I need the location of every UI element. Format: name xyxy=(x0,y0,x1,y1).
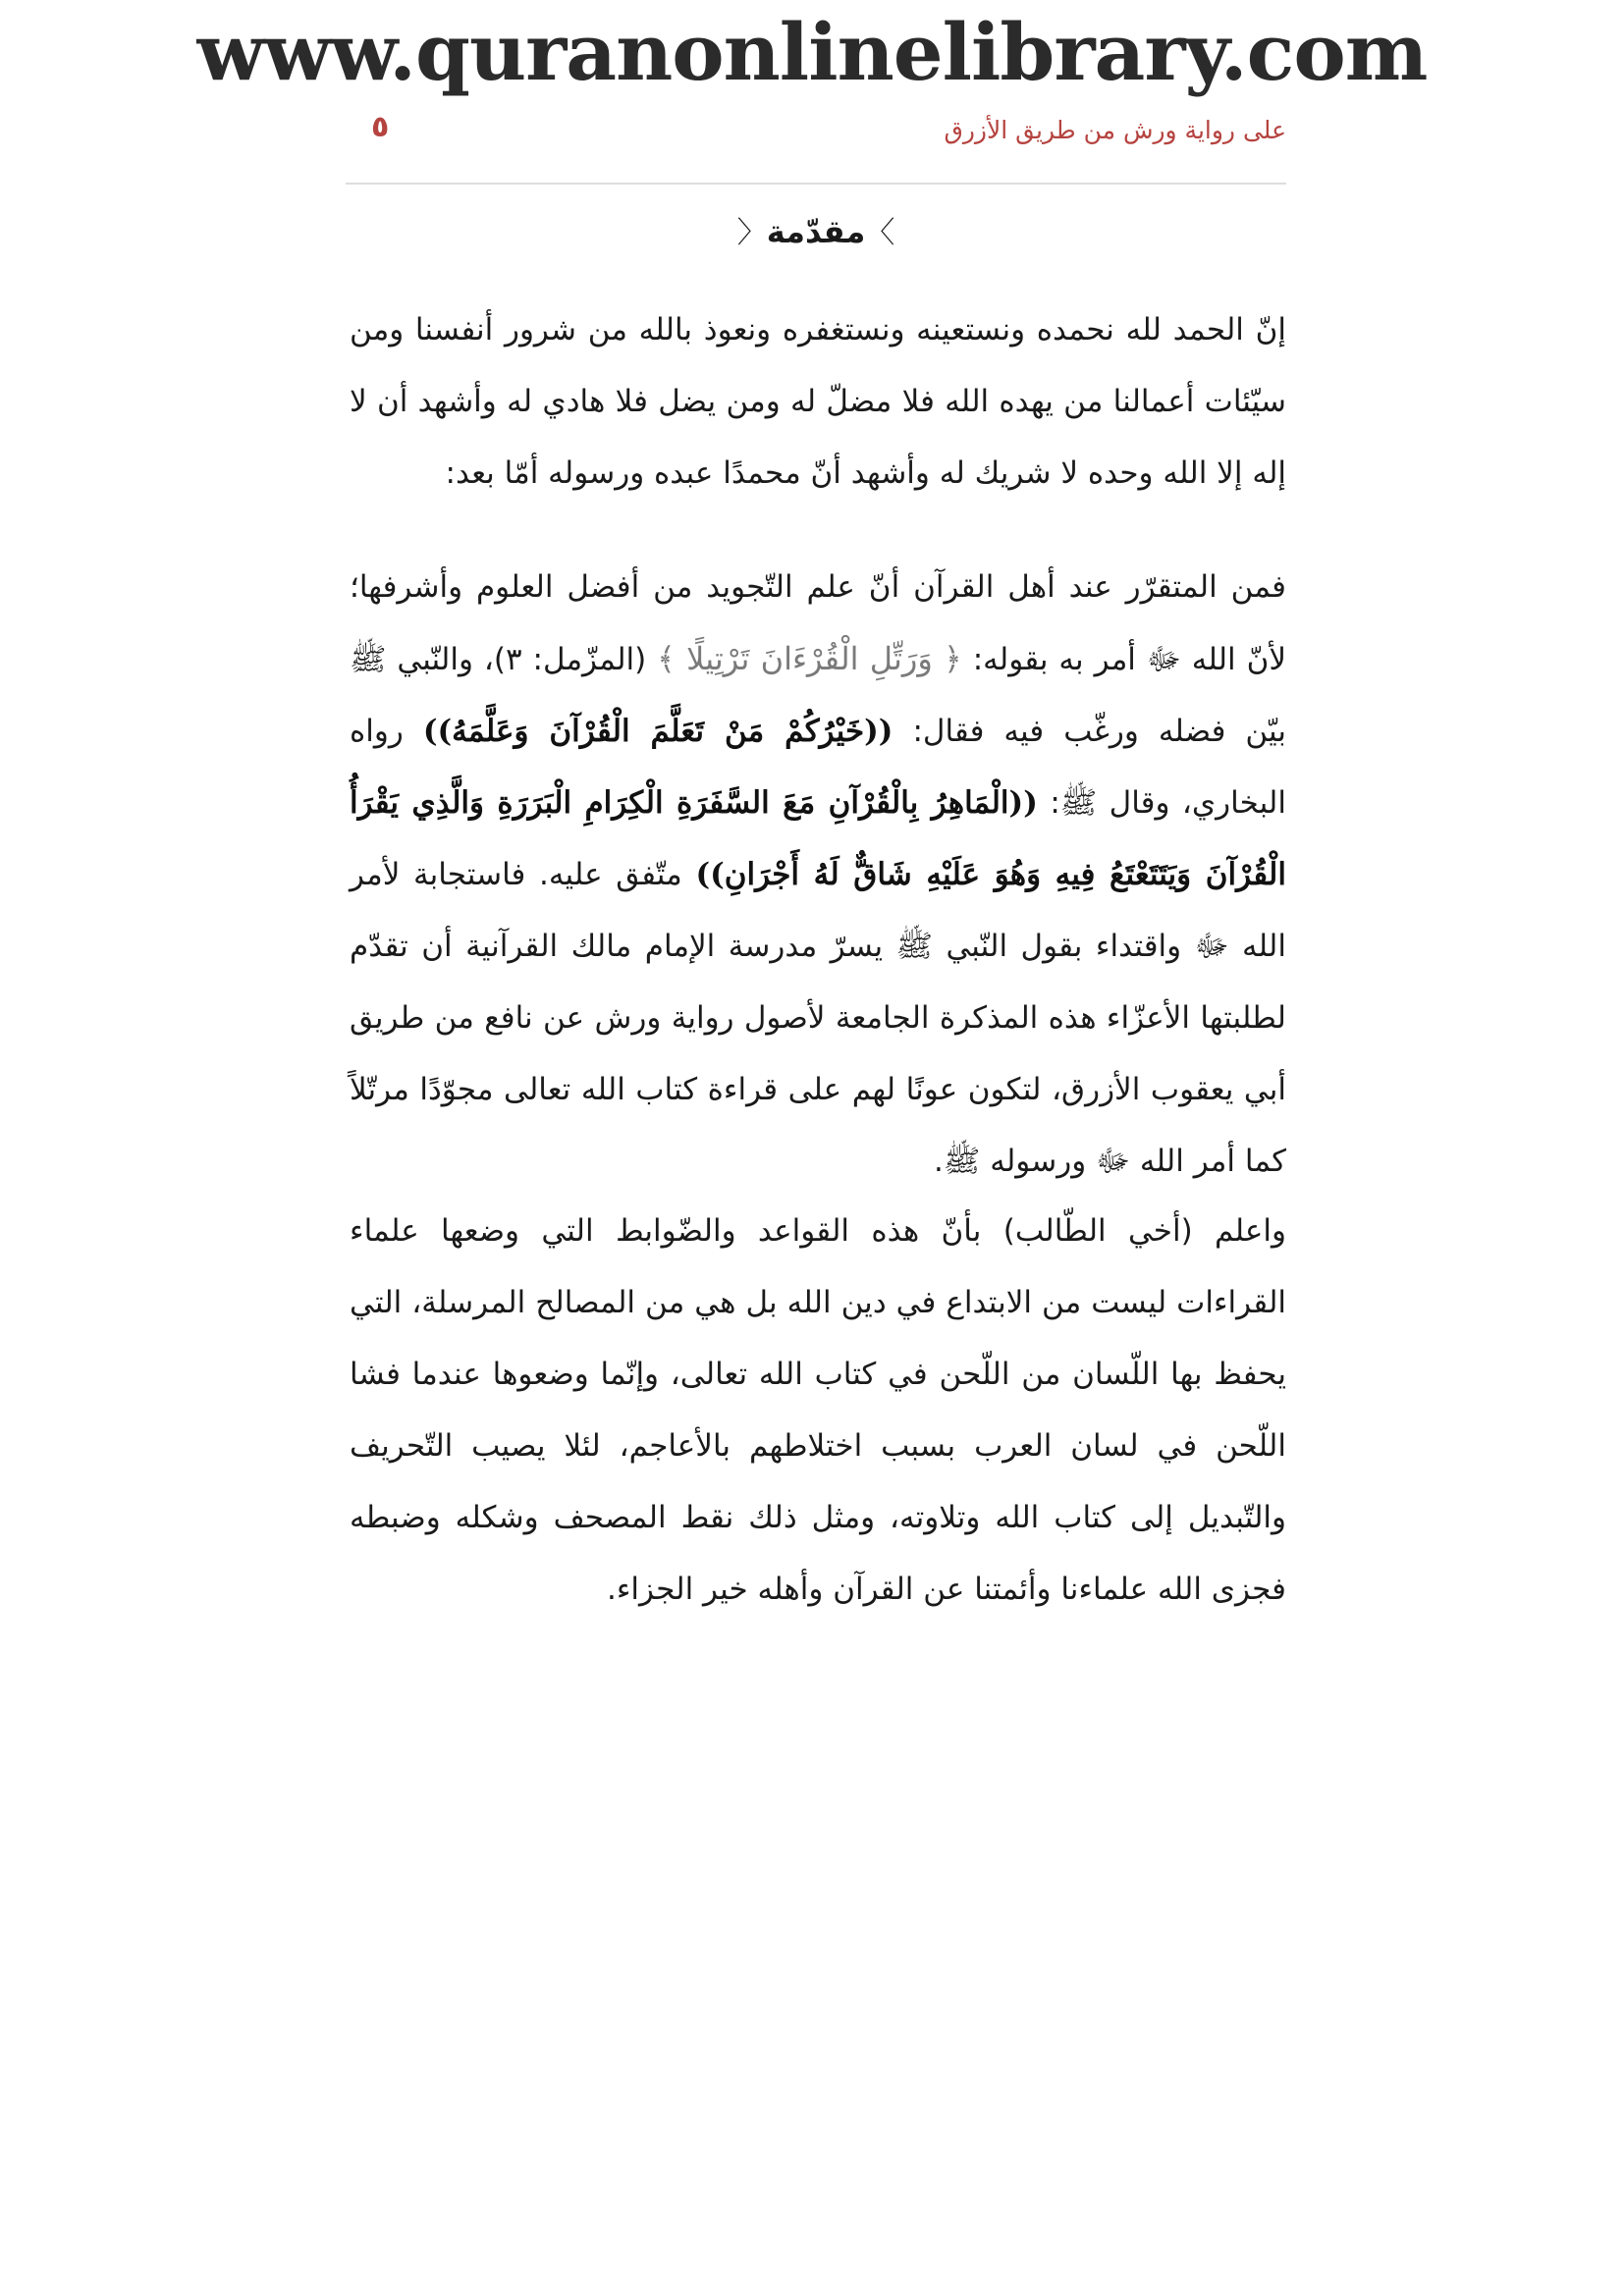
paragraph-text: (المزّمل: ٣)، والنّبي ﷺ بيّن فضله ورغّب فيه فقال: xyxy=(350,642,1286,749)
hadith-quote: ((خَيْرُكُمْ مَنْ تَعَلَّمَ الْقُرْآنَ وَعَلَّمَهُ)) xyxy=(422,714,893,749)
heading-ornament-left: 〈 xyxy=(736,216,767,250)
header-divider xyxy=(346,183,1286,185)
website-watermark: www.quranonlinelibrary.com xyxy=(196,6,1428,98)
running-header xyxy=(346,110,1286,159)
paragraph-text: فمن المتقرّر عند أهل القرآن أنّ علم التّجويد من أفضل العلوم وأشرفها؛ لأنّ الله ﷻ أمر به بقوله: xyxy=(350,569,1287,677)
paragraph-text: متّفق عليه. فاستجابة لأمر الله ﷻ واقتداء بقول النّبي ﷺ يسرّ مدرسة الإمام مالك القرآنية أن تقدّم لطلبتها الأعزّاء هذه المذكرة الجامعة لأصول رواية ورش عن نافع من طريق أبي يعقوب الأزرق، لتكون عونًا لهم على قراءة كتاب الله تعالى مجوّدًا مرتّلاً كما أمر الله ﷻ ورسوله ﷺ. xyxy=(350,857,1286,1179)
hadith-quote: ((الْمَاهِرُ بِالْقُرْآنِ مَعَ السَّفَرَةِ الْكِرَامِ الْبَرَرَةِ وَالَّذِي يَقْرَأُ الْقُرْآنَ وَيَتَتَعْتَعُ فِيهِ وَهُوَ عَلَيْهِ شَاقٌّ لَهُ أَجْرَانِ)) xyxy=(350,785,1286,892)
paragraph-tajweed-virtue xyxy=(350,552,1286,1198)
paragraph-opening: إنّ الحمد لله نحمده ونستعينه ونستغفره ونعوذ بالله من شرور أنفسنا ومن سيّئات أعمالنا من يهده الله فلا مضلّ له ومن يضل فلا هادي له وأشهد أن لا إله إلا الله وحده لا شريك له وأشهد أنّ محمدًا عبده ورسوله أمّا بعد: xyxy=(350,312,1286,491)
section-title: مقدّمة xyxy=(766,213,866,250)
section-heading xyxy=(346,208,1286,251)
paragraph-text: رواه البخاري، وقال ﷺ: xyxy=(350,714,1286,821)
heading-ornament-right: 〉 xyxy=(865,216,895,250)
running-title: على رواية ورش من طريق الأزرق xyxy=(944,116,1286,144)
paragraph-rules-purpose: واعلم (أخي الطّالب) بأنّ هذه القواعد والضّوابط التي وضعها علماء القراءات ليست من الابتداع في دين الله بل هي من المصالح المرسلة، التي يحفظ بها اللّسان من اللّحن في كتاب الله تعالى، وإنّما وضعوها عندما فشا اللّحن في لسان العرب بسبب اختلاطهم بالأعاجم، لئلا يصيب التّحريف والتّبديل إلى كتاب الله وتلاوته، ومثل ذلك نقط المصحف وشكله وضبطه فجزى الله علماءنا وأئمتنا عن القرآن وأهله خير الجزاء. xyxy=(350,1213,1286,1607)
page-number: ٥ xyxy=(371,110,390,144)
quran-verse: ﴿ وَرَتِّلِ الْقُرْءَانَ تَرْتِيلًا ﴾ xyxy=(657,640,962,677)
